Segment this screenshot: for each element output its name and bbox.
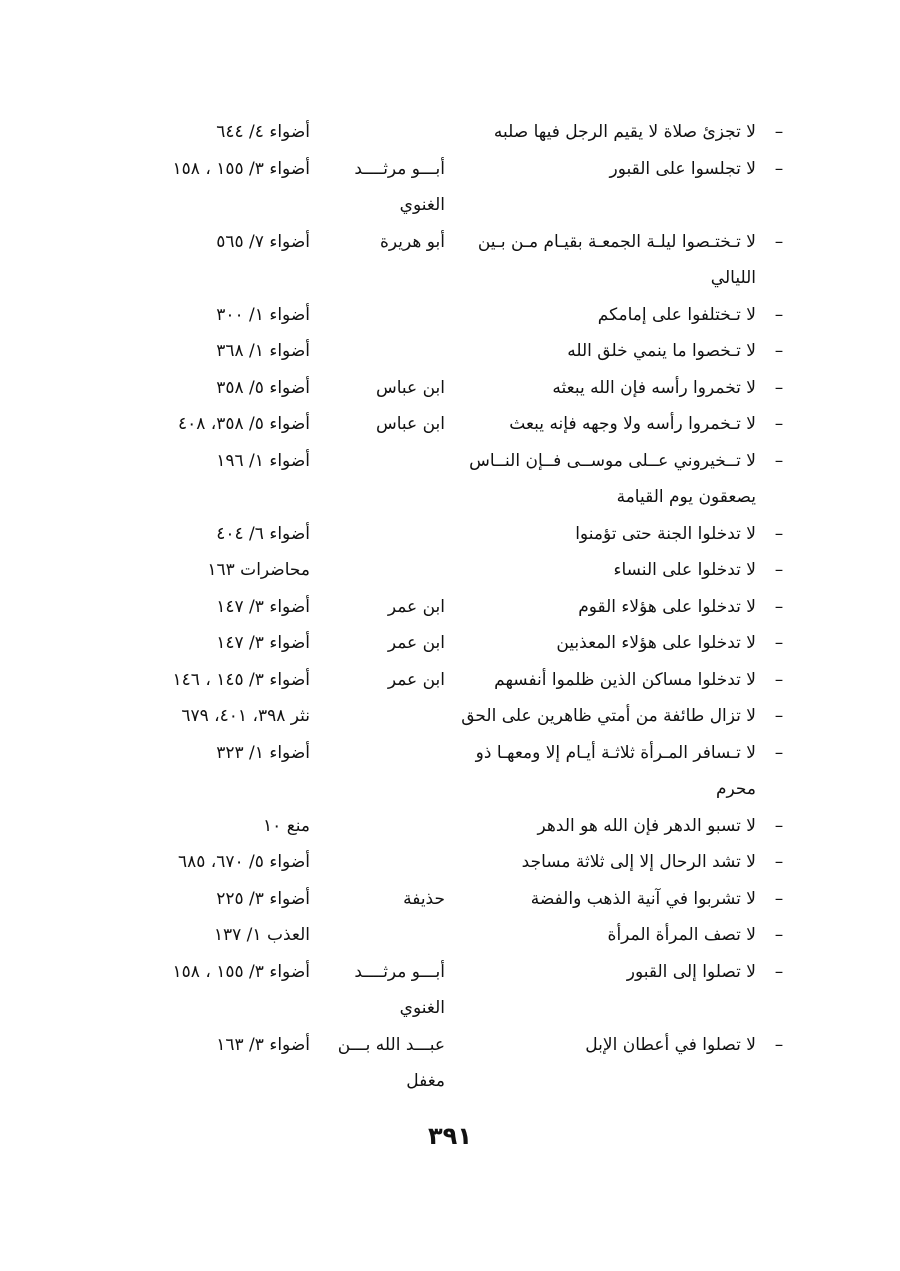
index-entry xyxy=(110,698,790,734)
source-reference: أضواء ٣/ ١٥٥ ، ١٥٨ xyxy=(172,961,310,982)
hadith-text: لا تسبو الدهر فإن الله هو الدهر xyxy=(537,815,756,836)
entry-dash: – xyxy=(774,377,784,398)
hadith-text: لا تـخصوا ما ينمي خلق الله xyxy=(567,341,756,361)
source-reference: محاضرات ١٦٣ xyxy=(207,560,310,580)
hadith-text: لا تجزئ صلاة لا يقيم الرجل فيها صلبه xyxy=(493,122,756,142)
narrator-name: حذيفة xyxy=(403,888,445,909)
index-entry xyxy=(110,114,790,150)
hadith-text: لا تجلسوا على القبور xyxy=(609,158,756,179)
entry-dash: – xyxy=(774,560,784,580)
entry-dash: – xyxy=(774,1034,784,1055)
hadith-text: لا تخمروا رأسه فإن الله يبعثه xyxy=(552,377,756,398)
source-reference: منع ١٠ xyxy=(263,815,310,836)
source-reference: أضواء ٧/ ٥٦٥ xyxy=(216,231,310,252)
index-entry xyxy=(110,881,790,917)
source-reference: أضواء ٣/ ١٦٣ xyxy=(216,1034,310,1055)
entry-dash: – xyxy=(774,888,784,909)
entry-dash: – xyxy=(774,706,784,726)
page-number: ٣٩١ xyxy=(428,1122,472,1150)
entry-dash: – xyxy=(774,523,784,544)
hadith-text-continuation: يصعقون يوم القيامة xyxy=(616,487,756,507)
index-entry xyxy=(110,443,790,479)
entry-dash: – xyxy=(774,633,784,653)
source-reference: أضواء ١/ ١٩٦ xyxy=(216,450,310,471)
source-reference: نثر ٣٩٨، ٤٠١، ٦٧٩ xyxy=(181,706,310,726)
hadith-text-continuation: الليالي xyxy=(710,268,756,288)
source-reference: العذب ١/ ١٣٧ xyxy=(213,925,310,945)
narrator-name: ابن عمر xyxy=(387,633,445,653)
index-entry xyxy=(110,552,790,588)
entry-dash: – xyxy=(774,669,784,690)
hadith-text: لا تــخيروني عــلى موســى فــإن النــاس xyxy=(469,450,756,471)
index-entry xyxy=(110,808,790,844)
source-reference: أضواء ٥/ ٣٥٨ xyxy=(216,377,310,398)
hadith-text: لا تـختلفوا على إمامكم xyxy=(597,304,756,325)
narrator-name: أبـــو مرثــــد xyxy=(354,158,445,179)
source-reference: أضواء ٥/ ٣٥٨، ٤٠٨ xyxy=(177,414,310,434)
narrator-name-continuation: الغنوي xyxy=(399,998,445,1018)
index-entry xyxy=(110,735,790,771)
narrator-name-continuation: مغفل xyxy=(406,1071,445,1091)
hadith-text: لا تدخلوا على هؤلاء القوم xyxy=(578,596,756,617)
hadith-text-continuation: محرم xyxy=(716,779,756,799)
index-entry xyxy=(110,662,790,698)
hadith-text: لا تصف المرأة المرأة xyxy=(607,925,756,945)
hadith-text: لا تدخلوا الجنة حتى تؤمنوا xyxy=(575,523,756,544)
index-entry xyxy=(110,954,790,990)
source-reference: أضواء ٣/ ٢٢٥ xyxy=(216,888,310,909)
entry-dash: – xyxy=(774,414,784,434)
hadith-text: لا تـختـصوا ليلـة الجمعـة بقيـام مـن بـين xyxy=(477,231,756,252)
entry-dash: – xyxy=(774,961,784,982)
index-entry xyxy=(110,844,790,880)
hadith-text: لا تشربوا في آنية الذهب والفضة xyxy=(530,888,756,909)
entry-dash: – xyxy=(774,450,784,471)
hadith-text: لا تـسافر المـرأة ثلاثـة أيـام إلا ومعهـا ذو xyxy=(475,742,756,763)
entry-dash: – xyxy=(774,158,784,179)
entry-dash: – xyxy=(774,742,784,763)
index-entry xyxy=(110,516,790,552)
source-reference: أضواء ٣/ ١٤٧ xyxy=(216,633,310,653)
index-entry xyxy=(110,151,790,187)
narrator-name: ابن عمر xyxy=(387,596,445,617)
narrator-name: ابن عباس xyxy=(375,377,445,398)
index-entry xyxy=(110,589,790,625)
entry-dash: – xyxy=(774,596,784,617)
index-entry xyxy=(110,625,790,661)
entry-dash: – xyxy=(774,304,784,325)
hadith-text: لا تدخلوا على النساء xyxy=(613,560,756,580)
index-entry xyxy=(110,370,790,406)
hadith-text: لا تصلوا في أعطان الإبل xyxy=(585,1034,756,1055)
entry-dash: – xyxy=(774,925,784,945)
narrator-name: عبـــد الله بـــن xyxy=(337,1034,445,1055)
source-reference: أضواء ١/ ٣٦٨ xyxy=(216,341,310,361)
hadith-text: لا تزال طائفة من أمتي ظاهرين على الحق xyxy=(461,706,756,726)
hadith-text: لا تـخمروا رأسه ولا وجهه فإنه يبعث xyxy=(509,414,756,434)
source-reference: أضواء ٣/ ١٥٥ ، ١٥٨ xyxy=(172,158,310,179)
source-reference: أضواء ٣/ ١٤٧ xyxy=(216,596,310,617)
source-reference: أضواء ١/ ٣٠٠ xyxy=(216,304,310,325)
entry-dash: – xyxy=(774,852,784,872)
entry-dash: – xyxy=(774,341,784,361)
entry-dash: – xyxy=(774,122,784,142)
index-entry xyxy=(110,917,790,953)
hadith-text: لا تدخلوا على هؤلاء المعذبين xyxy=(556,633,756,653)
hadith-text: لا تشد الرحال إلا إلى ثلاثة مساجد xyxy=(521,852,756,872)
index-entry xyxy=(110,406,790,442)
narrator-name: أبـــو مرثــــد xyxy=(354,961,445,982)
entry-dash: – xyxy=(774,231,784,252)
index-entry xyxy=(110,297,790,333)
index-entry xyxy=(110,224,790,260)
index-entry xyxy=(110,1027,790,1063)
index-entry xyxy=(110,333,790,369)
narrator-name: ابن عباس xyxy=(375,414,445,434)
narrator-name: أبو هريرة xyxy=(379,231,445,252)
narrator-name-continuation: الغنوي xyxy=(399,195,445,215)
hadith-text: لا تصلوا إلى القبور xyxy=(626,961,756,982)
source-reference: أضواء ١/ ٣٢٣ xyxy=(216,742,310,763)
source-reference: أضواء ٤/ ٦٤٤ xyxy=(216,122,310,142)
source-reference: أضواء ٥/ ٦٧٠، ٦٨٥ xyxy=(177,852,310,872)
entry-dash: – xyxy=(774,815,784,836)
narrator-name: ابن عمر xyxy=(387,669,445,690)
source-reference: أضواء ٦/ ٤٠٤ xyxy=(216,523,310,544)
hadith-text: لا تدخلوا مساكن الذين ظلموا أنفسهم xyxy=(494,669,756,690)
source-reference: أضواء ٣/ ١٤٥ ، ١٤٦ xyxy=(172,669,310,690)
